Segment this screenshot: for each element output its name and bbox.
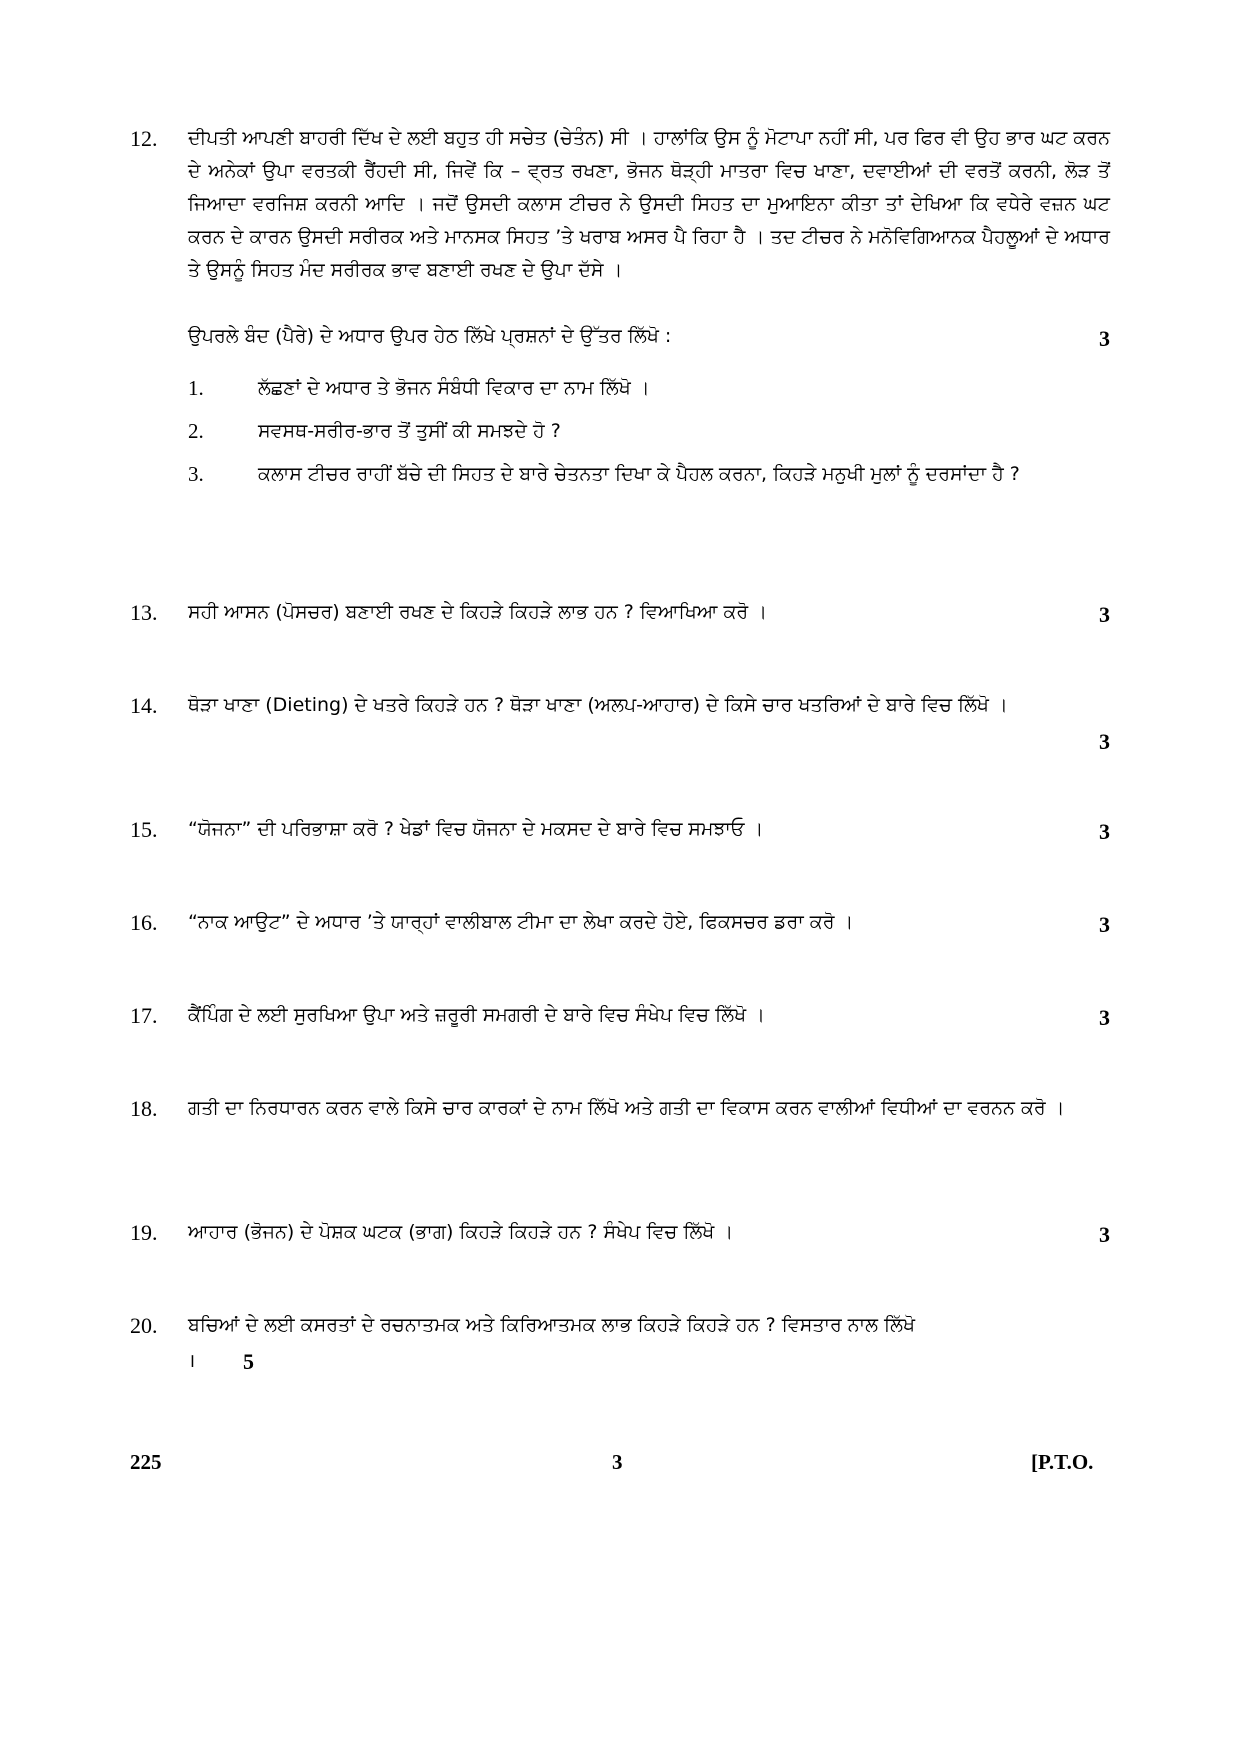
question-number: 18. xyxy=(130,1096,158,1121)
question-13 xyxy=(130,596,1110,630)
sub-question-number: 2. xyxy=(188,419,204,443)
question-text: “ਯੋਜਨਾ” ਦੀ ਪਰਿਭਾਸ਼ਾ ਕਰੋ ? ਖੇਡਾਂ ਵਿਚ ਯੋਜਨਾ ਦੇ ਮਕਸਦ ਦੇ ਬਾਰੇ ਵਿਚ ਸਮਝਾਓ । xyxy=(188,818,764,840)
question-17 xyxy=(130,999,1110,1033)
question-body xyxy=(188,122,1110,287)
question-body xyxy=(188,1309,1110,1342)
sub-question-1 xyxy=(188,372,1018,406)
question-18 xyxy=(130,1092,1110,1162)
sub-question-number: 3. xyxy=(188,462,204,486)
question-text: “ਨਾਕ ਆਉਟ” ਦੇ ਅਧਾਰ ’ਤੇ ਯਾਰ੍ਹਾਂ ਵਾਲੀਬਾਲ ਟੀਮਾ ਦਾ ਲੇਖਾ ਕਰਦੇ ਹੋਏ, ਫਿਕਸਚਰ ਡਰਾ ਕਰੋ । xyxy=(188,911,854,933)
please-turn-over: [P.T.O. xyxy=(1031,1450,1094,1474)
question-number: 17. xyxy=(130,1003,158,1028)
question-instruction: ਉਪਰਲੇ ਬੰਦ (ਪੈਰੇ) ਦੇ ਅਧਾਰ ਉਪਰ ਹੇਠ ਲਿੱਖੇ ਪ੍ਰਸ਼ਨਾਂ ਦੇ ਉੱਤਰ ਲਿੱਖੋ : xyxy=(188,325,672,347)
question-body xyxy=(188,1216,1068,1249)
page-number: 3 xyxy=(612,1450,623,1474)
question-text: ਗਤੀ ਦਾ ਨਿਰਧਾਰਨ ਕਰਨ ਵਾਲੇ ਕਿਸੇ ਚਾਰ ਕਾਰਕਾਂ ਦੇ ਨਾਮ ਲਿੱਖੋ ਅਤੇ ਗਤੀ ਦਾ ਵਿਕਾਸ ਕਰਨ ਵਾਲੀਆਂ ਵਿਧੀਆਂ ਦਾ ਵਰਨਨ ਕਰੋ । xyxy=(188,1097,1065,1119)
question-number: 20. xyxy=(130,1313,158,1338)
question-marks: 3 xyxy=(1099,1222,1110,1247)
question-14 xyxy=(130,689,1110,759)
question-marks: 3 xyxy=(1099,1005,1110,1030)
sub-question-3 xyxy=(188,458,1018,528)
question-number: 14. xyxy=(130,693,158,718)
question-end-mark: । xyxy=(188,1350,196,1372)
question-marks: 3 xyxy=(1099,602,1110,627)
question-text: ਕੈਂਪਿੰਗ ਦੇ ਲਈ ਸੁਰਖਿਆ ਉਪਾ ਅਤੇ ਜ਼ਰੂਰੀ ਸਮਗਰੀ ਦੇ ਬਾਰੇ ਵਿਚ ਸੰਖੇਪ ਵਿਚ ਲਿੱਖੋ । xyxy=(188,1004,765,1026)
sub-question-text: ਕਲਾਸ ਟੀਚਰ ਰਾਹੀਂ ਬੱਚੇ ਦੀ ਸਿਹਤ ਦੇ ਬਾਰੇ ਚੇਤਨਤਾ ਦਿਖਾ ਕੇ ਪੈਹਲ ਕਰਨਾ, ਕਿਹੜੇ ਮਨੁਖੀ ਮੁਲਾਂ ਨੂੰ ਦਰਸਾਂਦਾ ਹੈ ? xyxy=(258,463,1020,485)
question-body xyxy=(188,906,1068,939)
question-number: 16. xyxy=(130,910,158,935)
question-body xyxy=(188,689,1078,722)
question-12 xyxy=(130,122,1110,542)
question-body xyxy=(188,999,1068,1032)
question-16 xyxy=(130,906,1110,940)
sub-question-number: 1. xyxy=(188,376,204,400)
question-marks: 3 xyxy=(1099,326,1110,351)
question-marks: 3 xyxy=(1099,819,1110,844)
question-marks: 3 xyxy=(1099,729,1110,754)
question-20 xyxy=(130,1309,1110,1379)
question-number: 12. xyxy=(130,126,158,151)
question-paragraph: ਦੀਪਤੀ ਆਪਣੀ ਬਾਹਰੀ ਦਿੱਖ ਦੇ ਲਈ ਬਹੁਤ ਹੀ ਸਚੇਤ (ਚੇਤੰਨ) ਸੀ । ਹਾਲਾਂਕਿ ਉਸ ਨੂੰ ਮੋਟਾਪਾ ਨਹੀਂ ਸੀ, ਪਰ ਫਿਰ ਵੀ ਉਹ ਭਾਰ ਘਟ ਕਰਨ ਦੇ ਅਨੇਕਾਂ ਉਪਾ ਵਰਤਕੀ ਰੈਂਹਦੀ ਸੀ, ਜਿਵੇਂ ਕਿ – ਵ੍ਰਤ ਰਖਣਾ, ਭੋਜਨ ਥੋੜ੍ਹੀ ਮਾਤਰਾ ਵਿਚ ਖਾਣਾ, ਦਵਾਈਆਂ ਦੀ ਵਰਤੋਂ ਕਰਨੀ, ਲੋੜ ਤੋਂ ਜਿਆਦਾ ਵਰਜਿਸ਼ ਕਰਨੀ ਆਦਿ । ਜਦੋਂ ਉਸਦੀ ਕਲਾਸ ਟੀਚਰ ਨੇ ਉਸਦੀ ਸਿਹਤ ਦਾ ਮੁਆਇਨਾ ਕੀਤਾ ਤਾਂ ਦੇਖਿਆ ਕਿ ਵਧੇਰੇ ਵਜ਼ਨ ਘਟ ਕਰਨ ਦੇ ਕਾਰਨ ਉਸਦੀ ਸਰੀਰਕ ਅਤੇ ਮਾਨਸਕ ਸਿਹਤ ’ਤੇ ਖਰਾਬ ਅਸਰ ਪੈ ਰਿਹਾ ਹੈ । ਤਦ ਟੀਚਰ ਨੇ ਮਨੋਵਿਗਿਆਨਕ ਪੈਹਲੂਆਂ ਦੇ ਅਧਾਰ ਤੇ ਉਸਨੂੰ ਸਿਹਤ ਮੰਦ ਸਰੀਰਕ ਭਾਵ ਬਣਾਈ ਰਖਣ ਦੇ ਉਪਾ ਦੱਸੇ । xyxy=(188,127,1110,281)
question-marks: 3 xyxy=(1099,912,1110,937)
sub-question-text: ਸਵਸਥ-ਸਰੀਰ-ਭਾਰ ਤੋਂ ਤੁਸੀਂ ਕੀ ਸਮਝਦੇ ਹੋ ? xyxy=(258,420,561,442)
paper-code: 225 xyxy=(130,1450,162,1474)
sub-question-text: ਲੱਛਣਾਂ ਦੇ ਅਧਾਰ ਤੇ ਭੋਜਨ ਸੰਬੰਧੀ ਵਿਕਾਰ ਦਾ ਨਾਮ ਲਿੱਖੋ । xyxy=(258,377,650,399)
question-text: ਬਚਿਆਂ ਦੇ ਲਈ ਕਸਰਤਾਂ ਦੇ ਰਚਨਾਤਮਕ ਅਤੇ ਕਿਰਿਆਤਮਕ ਲਾਭ ਕਿਹੜੇ ਕਿਹੜੇ ਹਨ ? ਵਿਸਤਾਰ ਨਾਲ ਲਿੱਖੋ xyxy=(188,1314,915,1336)
question-number: 13. xyxy=(130,600,158,625)
question-number: 19. xyxy=(130,1220,158,1245)
question-number: 15. xyxy=(130,817,158,842)
question-marks: 5 xyxy=(243,1349,254,1374)
question-15 xyxy=(130,813,1110,847)
question-text: ਆਹਾਰ (ਭੋਜਨ) ਦੇ ਪੋਸ਼ਕ ਘਟਕ (ਭਾਗ) ਕਿਹੜੇ ਕਿਹੜੇ ਹਨ ? ਸੰਖੇਪ ਵਿਚ ਲਿੱਖੋ । xyxy=(188,1221,734,1243)
question-text: ਥੋੜਾ ਖਾਣਾ (Dieting) ਦੇ ਖਤਰੇ ਕਿਹੜੇ ਹਨ ? ਥੋੜਾ ਖਾਣਾ (ਅਲਪ-ਆਹਾਰ) ਦੇ ਕਿਸੇ ਚਾਰ ਖਤਰਿਆਂ ਦੇ ਬਾਰੇ ਵਿਚ ਲਿੱਖੋ । xyxy=(188,694,1008,716)
question-body xyxy=(188,813,1068,846)
question-body xyxy=(188,1092,1110,1125)
question-text: ਸਹੀ ਆਸਨ (ਪੋਸਚਰ) ਬਣਾਈ ਰਖਣ ਦੇ ਕਿਹੜੇ ਕਿਹੜੇ ਲਾਭ ਹਨ ? ਵਿਆਖਿਆ ਕਰੋ । xyxy=(188,601,768,623)
sub-question-2 xyxy=(188,415,1018,449)
question-body xyxy=(188,596,1068,629)
question-19 xyxy=(130,1216,1110,1250)
